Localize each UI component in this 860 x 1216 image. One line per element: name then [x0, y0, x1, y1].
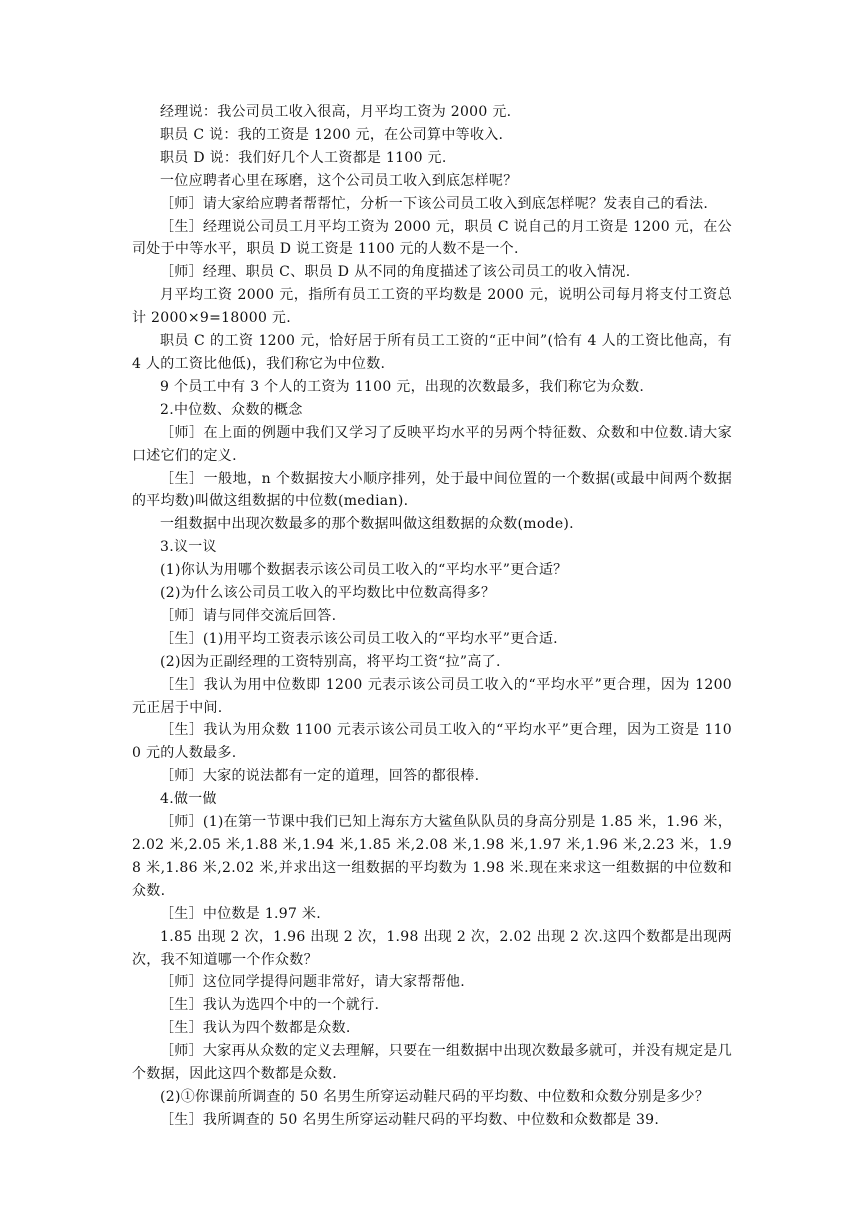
- paragraph: (2)①你课前所调查的 50 名男生所穿运动鞋尺码的平均数、中位数和众数分别是多少？: [160, 1088, 710, 1105]
- paragraph: ［生］一般地，n 个数据按大小顺序排列，处于最中间位置的一个数据(或最中间两个数据的平均数)叫做这组数据的中位数(median).: [132, 470, 732, 510]
- paragraph: ［生］我认为用中位数即 1200 元表示该公司员工收入的“平均水平”更合理，因为 1200 元正居于中间.: [132, 676, 732, 716]
- paragraph: 职员 D 说：我们好几个人工资都是 1100 元.: [160, 149, 447, 166]
- paragraph: ［生］中位数是 1.97 米.: [160, 905, 322, 922]
- paragraph: 一组数据中出现次数最多的那个数据叫做这组数据的众数(mode).: [160, 516, 574, 533]
- paragraph: 职员 C 说：我的工资是 1200 元，在公司算中等收入.: [160, 126, 504, 143]
- paragraph: ［师］(1)在第一节课中我们已知上海东方大鲨鱼队队员的身高分别是 1.85 米，1.96 米，2.02 米,2.05 米,1.88 米,1.94 米,1.85 米,2.08 米,1.98 米,1.97 米,1.96 米,2.23 米，1.98 米,1.86 米,2.02 米,并求出这一组数据的平均数为 1.98 米.现在来求这一组数据的中位数和众数.: [132, 814, 732, 899]
- paragraph: ［生］我认为用众数 1100 元表示该公司员工收入的“平均水平”更合理，因为工资是 1100 元的人数最多.: [132, 722, 732, 762]
- paragraph: ［师］经理、职员 C、职员 D 从不同的角度描述了该公司员工的收入情况.: [160, 264, 631, 281]
- paragraph: ［师］请大家给应聘者帮帮忙，分析一下该公司员工收入到底怎样呢？发表自己的看法.: [160, 195, 709, 212]
- paragraph: ［生］我认为四个数都是众数.: [160, 1020, 351, 1037]
- section-heading: 3.议一议: [160, 539, 217, 556]
- paragraph: (2)为什么该公司员工收入的平均数比中位数高得多？: [160, 585, 496, 602]
- paragraph: 一位应聘者心里在琢磨，这个公司员工收入到底怎样呢？: [160, 172, 518, 189]
- paragraph: ［师］大家的说法都有一定的道理，回答的都很棒.: [160, 768, 480, 785]
- section-heading: 4.做一做: [160, 791, 217, 808]
- section-heading: 2.中位数、众数的概念: [160, 401, 303, 418]
- paragraph: 职员 C 的工资 1200 元，恰好居于所有员工工资的“正中间”(恰有 4 人的工资比他高，有 4 人的工资比他低)，我们称它为中位数.: [132, 333, 732, 372]
- paragraph: ［生］经理说公司员工月平均工资为 2000 元，职员 C 说自己的月工资是 1200 元，在公司处于中等水平，职员 D 说工资是 1100 元的人数不是一个.: [132, 218, 732, 258]
- paragraph: ［师］这位同学提得问题非常好，请大家帮帮他.: [160, 974, 466, 991]
- paragraph: ［师］大家再从众数的定义去理解，只要在一组数据中出现次数最多就可，并没有规定是几个数据，因此这四个数都是众数.: [132, 1043, 732, 1083]
- paragraph: ［师］请与同伴交流后回答.: [160, 607, 337, 624]
- document-page: [132, 101, 732, 1132]
- paragraph: 9 个员工中有 3 个人的工资为 1100 元，出现的次数最多，我们称它为众数.: [160, 378, 645, 395]
- paragraph: ［生］我认为选四个中的一个就行.: [160, 997, 380, 1014]
- paragraph: ［生］我所调查的 50 名男生所穿运动鞋尺码的平均数、中位数和众数都是 39.: [160, 1111, 660, 1128]
- paragraph: 经理说：我公司员工收入很高，月平均工资为 2000 元.: [160, 104, 512, 120]
- paragraph: ［生］(1)用平均工资表示该公司员工收入的“平均水平”更合适.: [160, 630, 558, 647]
- paragraph: 1.85 出现 2 次，1.96 出现 2 次，1.98 出现 2 次，2.02 出现 2 次.这四个数都是出现两次，我不知道哪一个作众数？: [132, 928, 732, 968]
- paragraph: 月平均工资 2000 元，指所有员工工资的平均数是 2000 元，说明公司每月将支付工资总计 2000×9=18000 元.: [132, 287, 732, 327]
- paragraph: (2)因为正副经理的工资特别高，将平均工资“拉”高了.: [160, 653, 501, 670]
- paragraph: ［师］在上面的例题中我们又学习了反映平均水平的另两个特征数、众数和中位数.请大家口述它们的定义.: [132, 424, 732, 464]
- paragraph: (1)你认为用哪个数据表示该公司员工收入的“平均水平”更合适？: [160, 562, 568, 579]
